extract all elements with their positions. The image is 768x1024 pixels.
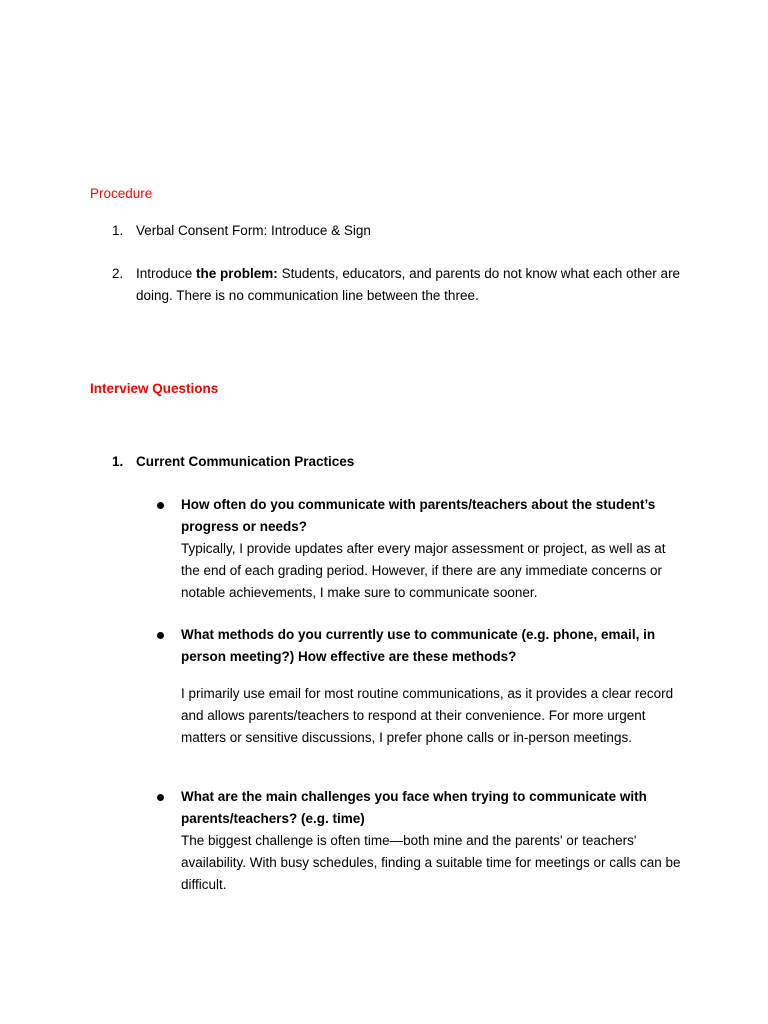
procedure-item-2-number: 2. [112, 266, 124, 281]
interview-heading: Interview Questions [90, 381, 219, 396]
bullet-dot-icon [157, 632, 164, 639]
bullet-item-3-content [181, 786, 681, 896]
bullet-item-2-content [181, 624, 681, 749]
bullet-item-3-question: What are the main challenges you face when trying to communicate with parents/teachers? (e.g. time) [181, 789, 647, 826]
bullet-dot-icon [157, 502, 164, 509]
bullet-item-1-question: How often do you communicate with parents/teachers about the student’s progress or needs? [181, 497, 656, 534]
bullet-item-1-answer: Typically, I provide updates after every major assessment or project, as well as at the end of each grading period. However, if there are any immediate concerns or notable achievements, I make sure to communicate sooner. [181, 541, 666, 600]
bullet-item-3-answer: The biggest challenge is often time—both mine and the parents' or teachers' availability. With busy schedules, finding a suitable time for meetings or calls can be difficult. [181, 833, 681, 892]
procedure-item-1-number: 1. [112, 223, 124, 238]
interview-section-1-number: 1. [112, 454, 124, 469]
procedure-item-2-bold: the problem: [196, 266, 278, 281]
procedure-item-2-text [136, 263, 682, 307]
bullet-dot-icon [157, 794, 164, 801]
interview-section-1-title: Current Communication Practices [136, 454, 355, 469]
bullet-item-2-answer: I primarily use email for most routine communications, as it provides a clear record and allows parents/teachers to respond at their convenience. For more urgent matters or sensitive discussions, I prefer phone calls or in-person meetings. [181, 686, 674, 745]
procedure-item-1-text: Verbal Consent Form: Introduce & Sign [136, 223, 371, 238]
procedure-heading: Procedure [90, 186, 153, 201]
bullet-item-1-content [181, 494, 681, 604]
bullet-item-2-question: What methods do you currently use to communicate (e.g. phone, email, in person meeting?) How effective are these methods? [181, 627, 656, 664]
procedure-item-2-suffix: Students, educators, and parents do not know what each other are doing. There is no communication line between the three. [136, 266, 681, 303]
procedure-item-2-prefix: Introduce [136, 266, 197, 281]
